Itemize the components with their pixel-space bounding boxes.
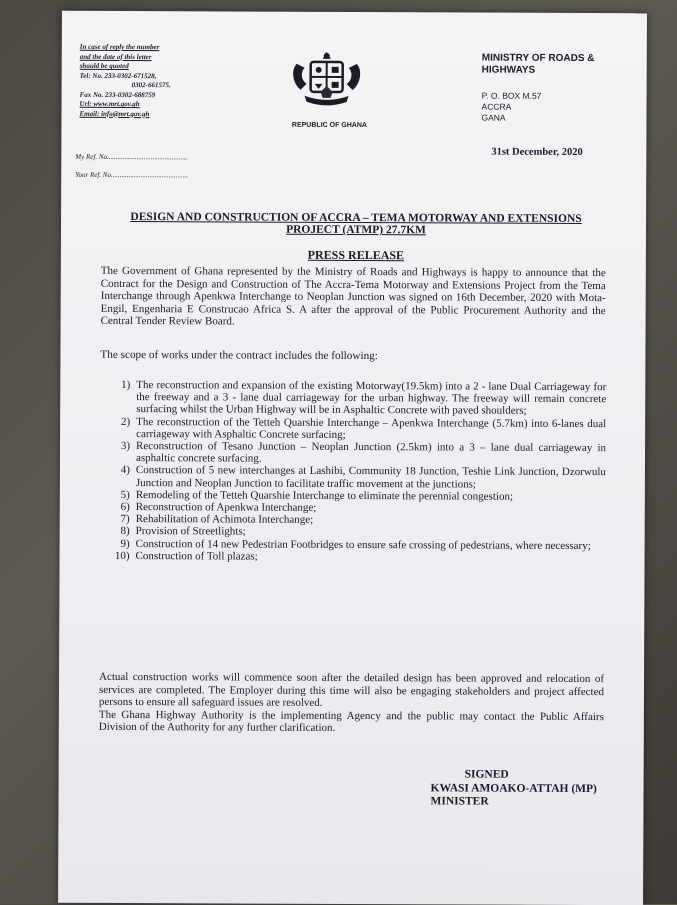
letter-date: 31st December, 2020 <box>491 147 583 158</box>
crest-label: REPUBLIC OF GHANA <box>269 122 389 130</box>
reply-note <box>79 43 209 120</box>
ministry-line: HIGHWAYS <box>482 65 652 78</box>
tel2-line: 0302-661575. <box>80 81 210 91</box>
address-line: ACCRA <box>482 102 542 113</box>
item-number: 7) <box>108 513 130 525</box>
item-number: 6) <box>108 501 130 513</box>
item-text: Provision of Streetlights; <box>136 525 246 537</box>
list-item <box>108 416 606 443</box>
ghana-coat-of-arms-icon <box>286 46 366 116</box>
list-item <box>108 550 606 564</box>
ministry-name <box>482 53 652 78</box>
address-line: GANA <box>481 113 541 124</box>
scope-intro: The scope of works under the contract includes the following: <box>100 349 605 364</box>
url-line: Url: www.mrt.gov.gh <box>80 100 210 110</box>
signatory-name: KWASI AMOAKO-ATTAH (MP) <box>431 782 597 796</box>
address-line: P. O. BOX M.57 <box>482 91 542 102</box>
item-text: Reconstruction of Tesano Junction – Neoplan Junction (2.5km) into a 3 – lane dual carriageway in asphaltic concrete surfacing. <box>136 440 606 465</box>
item-text: Construction of Toll plazas; <box>136 550 258 563</box>
list-item <box>108 379 606 418</box>
reply-line: and the date of this letter <box>80 52 210 62</box>
list-item <box>108 440 606 467</box>
email-line: Email: info@mrt.gov.gh <box>79 109 209 119</box>
ministry-line: MINISTRY OF ROADS & <box>482 53 652 66</box>
signature-block <box>430 768 597 809</box>
item-number: 9) <box>108 538 130 550</box>
item-text: The reconstruction of the Tetteh Quarshie Interchange – Apenkwa Interchange (5.7km) into 6-lanes dual carriageway with Asphaltic Concrete surfacing; <box>136 416 606 441</box>
letter-page <box>58 11 647 905</box>
ministry-address <box>481 91 541 124</box>
item-number: 1) <box>108 379 130 391</box>
item-number: 5) <box>108 489 130 501</box>
item-number: 2) <box>108 416 130 428</box>
tel-line: Tel: No. 233-0302-671528, <box>80 71 210 81</box>
your-ref: Your Ref. No............................................ <box>75 171 188 179</box>
item-text: Reconstruction of Apenkwa Interchange; <box>136 501 317 514</box>
signed-label: SIGNED <box>431 768 597 782</box>
closing-paragraph: Actual construction works will commence soon after the detailed design has been approved and relocation of services are completed. The Employer during this time will also be engaging stakeholders and project affected persons to ensure all safeguard issues are resolved. <box>99 671 604 711</box>
fax-line: Fax No. 233-0302-688759 <box>80 90 210 100</box>
item-number: 3) <box>108 440 130 452</box>
press-release-heading: PRESS RELEASE <box>121 247 591 264</box>
item-text: Rehabilitation of Achimota Interchange; <box>136 513 314 526</box>
reply-line: should be quoted <box>80 62 210 72</box>
item-number: 8) <box>108 525 130 537</box>
list-item <box>108 464 606 491</box>
item-text: Remodeling of the Tetteh Quarshie Interchange to eliminate the perennial congestion; <box>136 489 513 503</box>
item-text: Construction of 14 new Pedestrian Footbridges to ensure safe crossing of pedestrians, where necessary; <box>136 538 591 552</box>
contact-paragraph: The Ghana Highway Authority is the implementing Agency and the public may contact the Public Affairs Division of the Authority for any further clarification. <box>99 708 604 735</box>
item-number: 10) <box>108 550 130 562</box>
my-ref: My Ref. No.............................................. <box>75 153 187 161</box>
document-title: DESIGN AND CONSTRUCTION OF ACCRA – TEMA MOTORWAY AND EXTENSIONS PROJECT (ATMP) 27.7KM <box>121 211 591 237</box>
intro-paragraph: The Government of Ghana represented by the Ministry of Roads and Highways is happy to announce that the Contract for the Design and Construction of The Accra-Tema Motorway and Extensions Project from the Tema Interchange through Apenkwa Interchange to Neoplan Junction was signed on 16th December, 2020 with Mota-Engil, Engenharia E Construcao Africa S. A after the approval of the Public Procurement Authority and the Central Tender Review Board. <box>101 265 606 330</box>
closing-section <box>99 671 604 736</box>
reply-line: In case of reply the number <box>80 43 210 53</box>
scope-list <box>108 379 607 564</box>
item-text: The reconstruction and expansion of the existing Motorway(19.5km) into a 2 - lane Dual Carriageway for the freeway and a 3 - lane dual carriageway for the urban highway. The freeway will remain concrete surfacing whilst the Urban Highway will be in Asphaltic Concrete with paved shoulders; <box>136 379 606 417</box>
item-number: 4) <box>108 464 130 476</box>
signatory-role: MINISTER <box>430 795 596 809</box>
item-text: Construction of 5 new interchanges at Lashibi, Community 18 Junction, Teshie Link Junction, Dzorwulu Junction and Neoplan Junction to facilitate traffic movement at the junctions; <box>136 464 606 490</box>
